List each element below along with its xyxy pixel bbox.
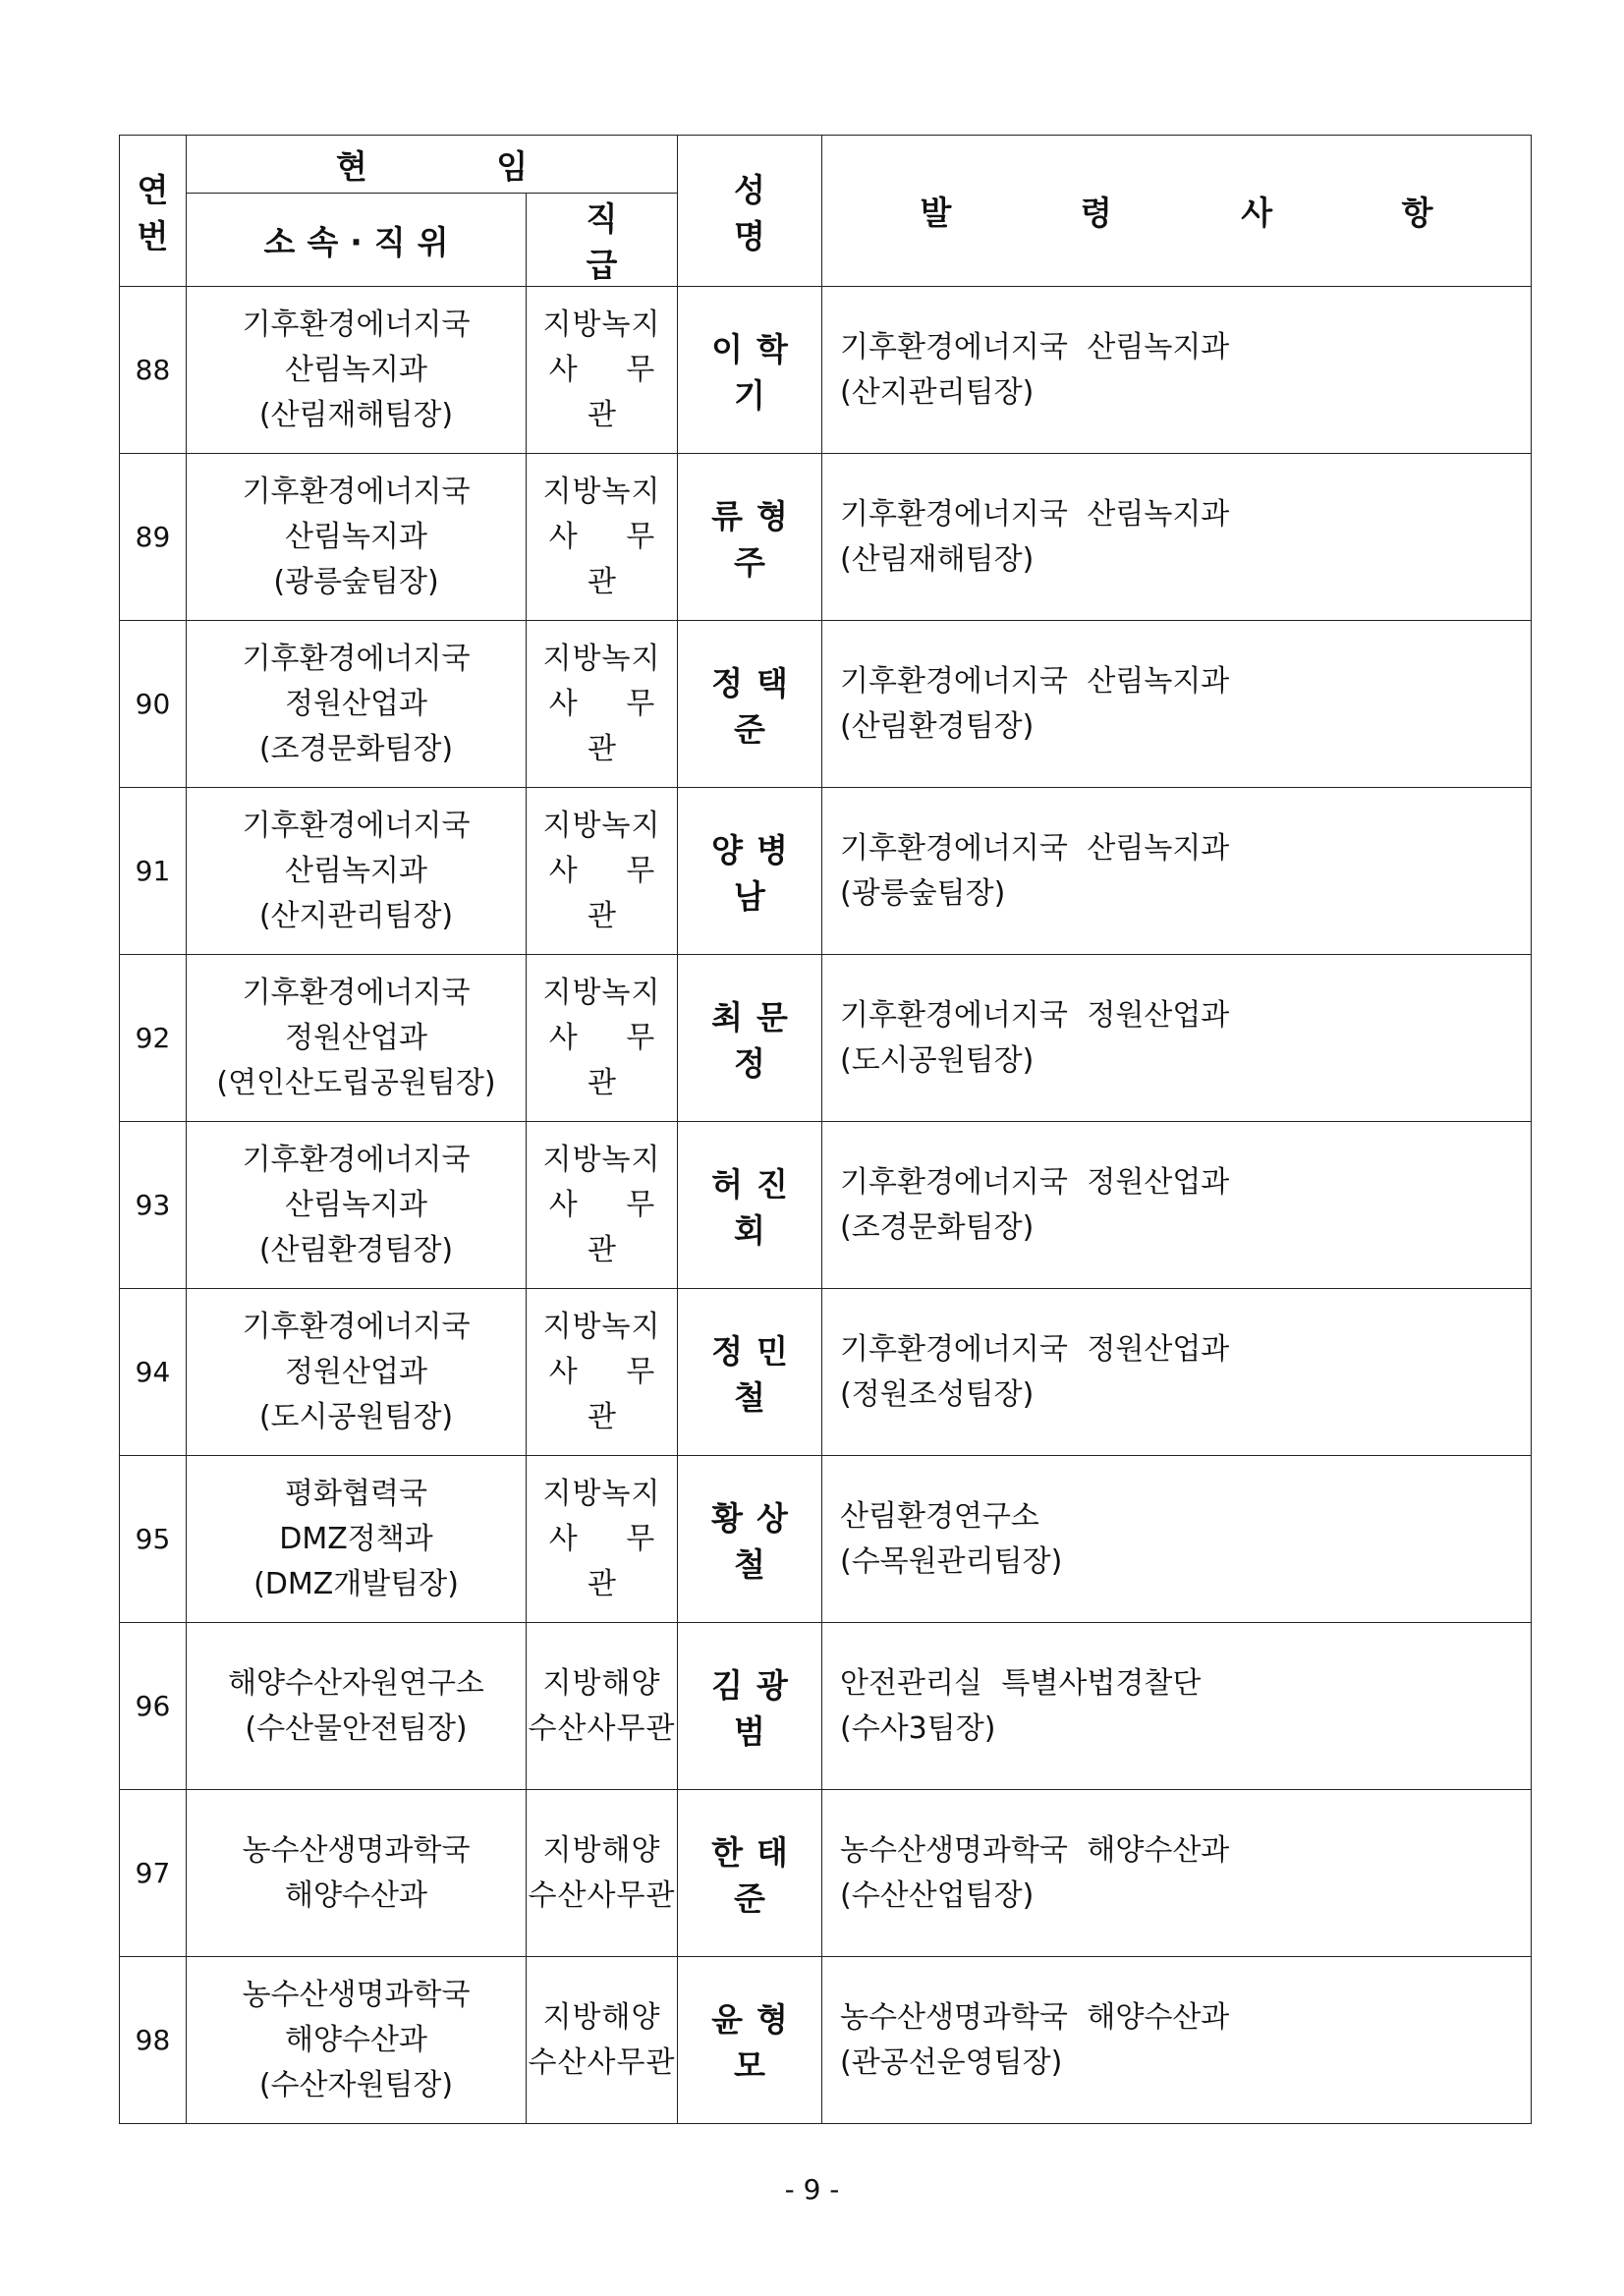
page-number: - 9 - — [784, 2173, 840, 2206]
appointment-action — [822, 1957, 1532, 2124]
grade-line: 지방녹지 — [542, 975, 661, 1010]
grade-line: 수산사무관 — [528, 1877, 676, 1913]
affiliation-line: 평화협력국 — [285, 1476, 427, 1511]
current-affiliation — [187, 1957, 527, 2124]
person-name: 류형주 — [678, 454, 822, 621]
grade-line: 사 무 관 — [548, 519, 675, 599]
action-line: 기후환경에너지국 산림녹지과 — [840, 329, 1230, 364]
affiliation-line: (산림재해팀장) — [258, 397, 454, 432]
appointment-action — [822, 1122, 1532, 1289]
action-line: 기후환경에너지국 정원산업과 — [840, 997, 1230, 1033]
current-grade — [527, 1623, 678, 1790]
person-name: 한태준 — [678, 1790, 822, 1957]
action-line: (광릉숲팀장) — [840, 875, 1006, 911]
header-affiliation: 소속·직위 — [187, 194, 527, 287]
header-action: 발 령 사 항 — [822, 136, 1532, 287]
grade-line: 지방녹지 — [542, 1476, 661, 1511]
table-row — [120, 621, 1532, 788]
current-affiliation — [187, 621, 527, 788]
row-number: 92 — [120, 955, 187, 1122]
action-line: (수사3팀장) — [840, 1710, 996, 1746]
row-number: 96 — [120, 1623, 187, 1790]
row-number: 98 — [120, 1957, 187, 2124]
affiliation-line: 산림녹지과 — [285, 352, 427, 387]
affiliation-line: 기후환경에너지국 — [242, 1142, 471, 1177]
action-line: 산림환경연구소 — [840, 1498, 1039, 1534]
appointment-action — [822, 955, 1532, 1122]
affiliation-line: 기후환경에너지국 — [242, 975, 471, 1010]
current-affiliation — [187, 788, 527, 955]
header-current: 현 임 — [187, 136, 678, 194]
grade-line: 수산사무관 — [528, 1710, 676, 1746]
action-line: 기후환경에너지국 정원산업과 — [840, 1164, 1230, 1200]
row-number: 93 — [120, 1122, 187, 1289]
person-name: 윤형모 — [678, 1957, 822, 2124]
appointment-action — [822, 454, 1532, 621]
affiliation-line: DMZ정책과 — [279, 1521, 433, 1556]
table-row — [120, 1957, 1532, 2124]
affiliation-line: (산림환경팀장) — [258, 1232, 454, 1267]
row-number: 95 — [120, 1456, 187, 1623]
row-number: 88 — [120, 287, 187, 454]
action-line: 농수산생명과학국 해양수산과 — [840, 1832, 1230, 1868]
grade-line: 지방해양 — [542, 1665, 661, 1701]
header-name: 성 명 — [678, 136, 822, 287]
table-row — [120, 287, 1532, 454]
current-grade — [527, 1957, 678, 2124]
grade-line: 지방해양 — [542, 1999, 661, 2035]
current-affiliation — [187, 1456, 527, 1623]
table-row — [120, 955, 1532, 1122]
current-grade — [527, 1289, 678, 1456]
grade-line: 사 무 관 — [548, 1020, 675, 1100]
action-line: 농수산생명과학국 해양수산과 — [840, 1999, 1230, 2035]
current-grade — [527, 287, 678, 454]
affiliation-line: (연인산도립공원팀장) — [216, 1065, 496, 1100]
grade-line: 수산사무관 — [528, 2044, 676, 2080]
affiliation-line: 해양수산과 — [285, 2022, 427, 2057]
action-line: (관공선운영팀장) — [840, 2044, 1063, 2080]
person-name: 정민철 — [678, 1289, 822, 1456]
affiliation-line: (DMZ개발팀장) — [253, 1566, 459, 1601]
current-grade — [527, 788, 678, 955]
person-name: 허진회 — [678, 1122, 822, 1289]
personnel-table — [119, 135, 1532, 2124]
appointment-action — [822, 1289, 1532, 1456]
current-grade — [527, 1122, 678, 1289]
current-affiliation — [187, 454, 527, 621]
appointment-action — [822, 788, 1532, 955]
grade-line: 지방녹지 — [542, 1142, 661, 1177]
action-line: (도시공원팀장) — [840, 1042, 1035, 1078]
person-name: 이학기 — [678, 287, 822, 454]
affiliation-line: 해양수산과 — [285, 1877, 427, 1913]
table-row — [120, 1289, 1532, 1456]
action-line: (조경문화팀장) — [840, 1209, 1035, 1245]
grade-line: 사 무 관 — [548, 1187, 675, 1267]
affiliation-line: 기후환경에너지국 — [242, 1309, 471, 1344]
person-name: 양병남 — [678, 788, 822, 955]
affiliation-line: 산림녹지과 — [285, 1187, 427, 1222]
grade-line: 사 무 관 — [548, 686, 675, 766]
affiliation-line: (광릉숲팀장) — [273, 564, 439, 599]
affiliation-line: 정원산업과 — [285, 1354, 427, 1389]
affiliation-line: 기후환경에너지국 — [242, 808, 471, 843]
table-row — [120, 1122, 1532, 1289]
grade-line: 사 무 관 — [548, 352, 675, 432]
current-grade — [527, 955, 678, 1122]
grade-line: 지방해양 — [542, 1832, 661, 1868]
action-line: (산림환경팀장) — [840, 708, 1035, 744]
grade-line: 지방녹지 — [542, 641, 661, 676]
table-row — [120, 1623, 1532, 1790]
current-grade — [527, 1790, 678, 1957]
appointment-action — [822, 621, 1532, 788]
affiliation-line: 기후환경에너지국 — [242, 307, 471, 342]
person-name: 황상철 — [678, 1456, 822, 1623]
affiliation-line: (조경문화팀장) — [258, 731, 454, 766]
affiliation-line: 정원산업과 — [285, 686, 427, 721]
action-line: 안전관리실 특별사법경찰단 — [840, 1665, 1202, 1701]
action-line: (정원조성팀장) — [840, 1376, 1035, 1412]
grade-line: 지방녹지 — [542, 474, 661, 509]
current-affiliation — [187, 1623, 527, 1790]
grade-line: 사 무 관 — [548, 1354, 675, 1434]
action-line: 기후환경에너지국 산림녹지과 — [840, 496, 1230, 532]
affiliation-line: 산림녹지과 — [285, 519, 427, 554]
table-row — [120, 1456, 1532, 1623]
person-name: 최문정 — [678, 955, 822, 1122]
table-row — [120, 1790, 1532, 1957]
grade-line: 지방녹지 — [542, 1309, 661, 1344]
current-grade — [527, 1456, 678, 1623]
appointment-action — [822, 1456, 1532, 1623]
action-line: 기후환경에너지국 산림녹지과 — [840, 663, 1230, 699]
table-row — [120, 788, 1532, 955]
current-grade — [527, 454, 678, 621]
affiliation-line: 산림녹지과 — [285, 853, 427, 888]
action-line: 기후환경에너지국 정원산업과 — [840, 1331, 1230, 1367]
affiliation-line: (수산자원팀장) — [258, 2067, 454, 2102]
current-affiliation — [187, 955, 527, 1122]
action-line: (산림재해팀장) — [840, 541, 1035, 577]
current-grade — [527, 621, 678, 788]
affiliation-line: 정원산업과 — [285, 1020, 427, 1055]
row-number: 89 — [120, 454, 187, 621]
row-number: 94 — [120, 1289, 187, 1456]
affiliation-line: (수산물안전팀장) — [245, 1710, 468, 1746]
affiliation-line: 농수산생명과학국 — [242, 1977, 471, 2012]
action-line: 기후환경에너지국 산림녹지과 — [840, 830, 1230, 866]
grade-line: 지방녹지 — [542, 307, 661, 342]
grade-line: 사 무 관 — [548, 853, 675, 933]
header-grade: 직 급 — [527, 194, 678, 287]
affiliation-line: 농수산생명과학국 — [242, 1832, 471, 1868]
affiliation-line: (도시공원팀장) — [258, 1399, 454, 1434]
row-number: 91 — [120, 788, 187, 955]
action-line: (산지관리팀장) — [840, 374, 1035, 410]
header-no: 연 번 — [120, 136, 187, 287]
action-line: (수산산업팀장) — [840, 1877, 1035, 1913]
current-affiliation — [187, 1122, 527, 1289]
row-number: 97 — [120, 1790, 187, 1957]
row-number: 90 — [120, 621, 187, 788]
person-name: 정택준 — [678, 621, 822, 788]
affiliation-line: 해양수산자원연구소 — [228, 1665, 484, 1701]
table-row — [120, 454, 1532, 621]
current-affiliation — [187, 1289, 527, 1456]
person-name: 김광범 — [678, 1623, 822, 1790]
appointment-action — [822, 1790, 1532, 1957]
affiliation-line: 기후환경에너지국 — [242, 474, 471, 509]
grade-line: 사 무 관 — [548, 1521, 675, 1601]
action-line: (수목원관리팀장) — [840, 1543, 1063, 1579]
current-affiliation — [187, 287, 527, 454]
appointment-action — [822, 1623, 1532, 1790]
appointment-action — [822, 287, 1532, 454]
affiliation-line: 기후환경에너지국 — [242, 641, 471, 676]
current-affiliation — [187, 1790, 527, 1957]
grade-line: 지방녹지 — [542, 808, 661, 843]
affiliation-line: (산지관리팀장) — [258, 898, 454, 933]
